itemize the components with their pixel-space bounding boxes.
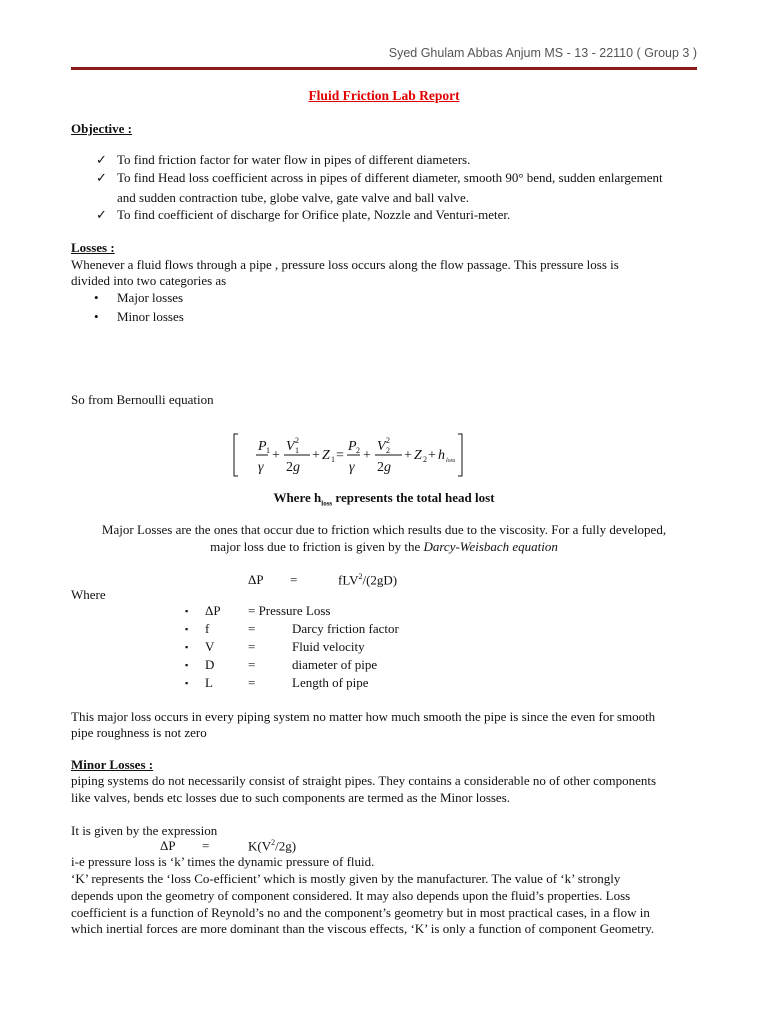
svg-text:γ: γ [258,460,264,475]
square-bullet-icon: ▪ [185,624,189,634]
svg-text:P: P [348,439,357,454]
minor-paragraph: which inertial forces are more dominant than the viscous effects, ‘K’ is only a function of component Geometry. [71,921,655,936]
def-symbol: ΔP [205,603,221,618]
svg-text:1: 1 [295,446,299,455]
svg-text:+: + [272,448,280,463]
svg-text:P: P [258,439,267,454]
def-equals: = [248,657,256,672]
minor-losses-text: piping systems do not necessarily consist of straight pipes. They contains a considerable no of other components [71,773,657,788]
def-equals: = [248,621,256,636]
bernoulli-caption: Where $h_{loss}$ represents the total head lost [273,490,495,508]
svg-text:Z: Z [322,448,330,463]
svg-text:1: 1 [331,455,335,464]
def-symbol: V [205,639,215,654]
svg-text:2: 2 [423,455,427,464]
objective-item-continued: and sudden contraction tube, globe valve, gate valve and ball valve. [117,190,469,205]
def-description: diameter of pipe [292,657,378,672]
def-symbol: f [205,621,210,636]
svg-text:=: = [336,448,344,463]
bullet-icon: • [94,309,99,324]
svg-text:+: + [363,448,371,463]
major-losses-text: major loss due to friction is given by the Darcy-Weisbach equation [210,539,558,554]
darcy-eq-rhs: fLV$^2$/(2gD) [338,572,398,588]
losses-text: Whenever a fluid flows through a pipe , pressure loss occurs along the flow passage. This pressure loss is [71,257,619,272]
svg-text:γ: γ [349,460,355,475]
minor-eq-lhs: ΔP [160,838,176,853]
def-symbol: L [205,675,213,690]
svg-text:V: V [377,439,386,454]
objective-item: To find Head loss coefficient across in pipes of different diameter, smooth 90° bend, sudden enlargement [117,170,663,185]
bernoulli-equation [232,432,464,478]
svg-text:2: 2 [386,446,390,455]
losses-bullet: Major losses [117,290,184,305]
svg-text:h: h [438,448,445,463]
svg-text:1: 1 [266,446,270,455]
svg-text:V: V [286,439,295,454]
def-description: Length of pipe [292,675,369,690]
check-icon: ✓ [96,152,107,167]
svg-text:+: + [428,448,436,463]
square-bullet-icon: ▪ [185,606,189,616]
losses-text: divided into two categories as [71,273,227,288]
minor-losses-text: like valves, bends etc losses due to such components are termed as the Minor losses. [71,790,511,805]
def-equals: = Pressure Loss [248,603,331,618]
def-description: Darcy friction factor [292,621,399,636]
minor-losses-heading: Minor Losses : [71,757,154,772]
svg-text:2: 2 [295,436,299,445]
header-rule [71,67,697,70]
major-losses-text: Major Losses are the ones that occur due to friction which results due to the viscosity. For a fully developed, [101,522,667,537]
def-description: Fluid velocity [292,639,365,654]
objective-item: To find friction factor for water flow in pipes of different diameters. [117,152,471,167]
def-equals: = [248,675,256,690]
minor-eq-sign: = [202,838,210,853]
minor-paragraph: depends upon the geometry of component considered. It may also depends upon the fluid’s properties. Loss [71,888,631,903]
where-label: Where [71,587,106,602]
major-note: This major loss occurs in every piping system no matter how much smooth the pipe is since the even for smooth [71,709,656,724]
document-header: Syed Ghulam Abbas Anjum MS - 13 - 22110 ( Group 3 ) [388,46,697,60]
objective-item: To find coefficient of discharge for Orifice plate, Nozzle and Venturi-meter. [117,207,511,222]
svg-text:2: 2 [386,436,390,445]
svg-text:+: + [312,448,320,463]
minor-paragraph: ‘K’ represents the ‘loss Co-efficient’ which is mostly given by the manufacturer. The value of ‘k’ strongly [71,871,621,886]
bernoulli-intro: So from Bernoulli equation [71,392,214,407]
svg-text:loss: loss [446,458,456,464]
square-bullet-icon: ▪ [185,660,189,670]
svg-text:Z: Z [414,448,422,463]
darcy-eq-lhs: ΔP [248,572,264,587]
minor-paragraph: coefficient is a function of Reynold’s no and the component’s geometry but in most practical cases, in a flow in [71,905,650,920]
bullet-icon: • [94,290,99,305]
check-icon: ✓ [96,170,107,185]
svg-text:+: + [404,448,412,463]
svg-text:2g: 2g [377,460,391,475]
svg-text:2: 2 [356,446,360,455]
objective-heading: Objective : [71,121,133,136]
svg-text:2g: 2g [286,460,300,475]
major-note: pipe roughness is not zero [71,725,207,740]
square-bullet-icon: ▪ [185,642,189,652]
minor-paragraph: i-e pressure loss is ‘k’ times the dynamic pressure of fluid. [71,854,375,869]
minor-eq-rhs: $K(V^2/2g)$ [248,838,297,854]
losses-heading: Losses : [71,240,115,255]
check-icon: ✓ [96,207,107,222]
def-equals: = [248,639,256,654]
darcy-eq-sign: = [290,572,298,587]
square-bullet-icon: ▪ [185,678,189,688]
losses-bullet: Minor losses [117,309,184,324]
report-title: Fluid Friction Lab Report [308,88,460,103]
def-symbol: D [205,657,215,672]
expression-intro: It is given by the expression [71,823,218,838]
